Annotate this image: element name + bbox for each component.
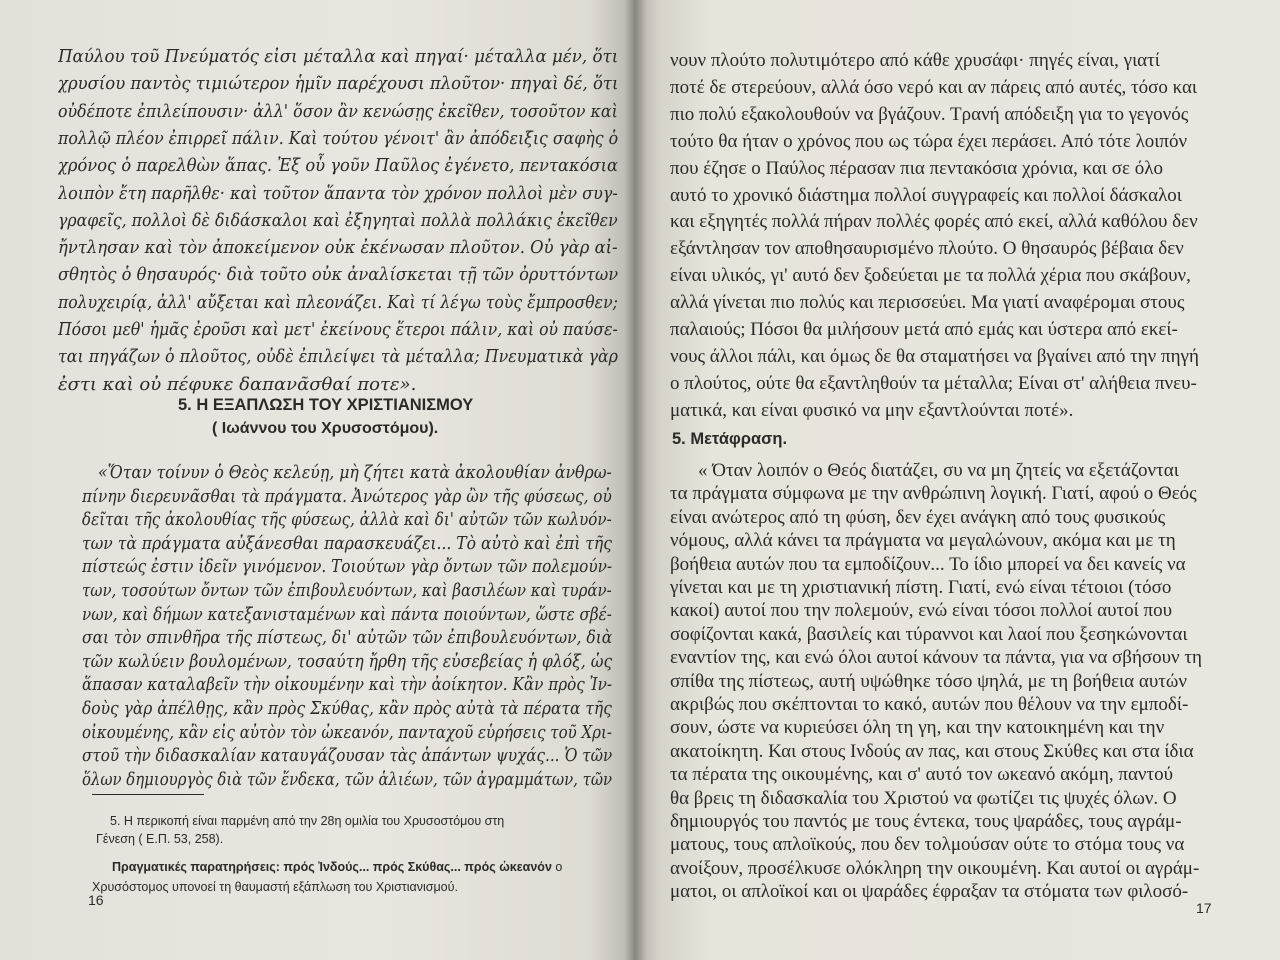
text-line: είναι υλικός, γι' αυτό δεν ξοδεύεται με τα πολλά χέρια που σκάβουν, bbox=[670, 265, 1191, 287]
text-line: ο πλούτος, ούτε θα εξαντληθούν τα μέταλλα; Είναι στ' αλήθεια πνευ- bbox=[670, 372, 1197, 394]
text-line: τα πέρατα της οικουμένης, και σ' αυτό τον ωκεανό ακόμη, παντού bbox=[670, 764, 1174, 786]
footnote-line-3 bbox=[112, 860, 562, 874]
text-line: ματοι, οι απλοϊκοί και οι ψαράδες έφραξαν τα στόματα των φιλοσό- bbox=[670, 881, 1189, 903]
text-line: ακριβώς που σκέπτονται το κακό, αυτών που θέλουν να την εμποδί- bbox=[670, 694, 1189, 715]
left-page bbox=[0, 0, 634, 960]
text-line: γραφεῖς, πολλοὶ δὲ διδάσκαλοι καὶ ἐξηγηταὶ πολλὰ πολλάκις ἐκεῖθεν bbox=[58, 209, 618, 231]
text-line: στοῦ τὴν διδασκαλίαν καταυγάζουσαν τὰς ἁπάντων ψυχάς... Ὁ τῶν bbox=[82, 745, 612, 767]
text-line: ματους, τους απλοϊκούς, που δεν τολμούσαν ούτε το στόμα τους να bbox=[670, 834, 1185, 856]
text-line: νουν πλούτο πολυτιμότερο από κάθε χρυσάφι· πηγές είναι, γιατί bbox=[670, 50, 1160, 71]
text-line: σαι τὸν σπινθῆρα τῆς πίστεως, δι' αὐτῶν τῶν ἐπιβουλευόντων, διὰ bbox=[82, 627, 612, 649]
right-heading: 5. Μετάφραση. bbox=[672, 430, 788, 448]
text-line: ποτέ δε στερεύουν, αλλά όσο νερό και αν πάρεις από αυτές, τόσο και bbox=[670, 76, 1198, 98]
right-page bbox=[634, 0, 1280, 960]
text-line: ται πηγάζων ὁ πλοῦτος, οὐδὲ ἐπιλείψει τὰ μέταλλα; Πνευματικὰ γὰρ bbox=[58, 346, 618, 368]
left-subheading: ( Ιωάννου του Χρυσοστόμου). bbox=[212, 420, 439, 437]
text-line: αυτό το χρονικό διάστημα πολλοί συγγραφείς και πολλοί δάσκαλοι bbox=[670, 184, 1182, 206]
text-line: δοὺς γὰρ ἀπέλθῃς, κἂν πρὸς Σκύθας, κἂν πρὸς αὐτὰ τὰ πέρατα τῆς bbox=[82, 698, 612, 719]
text-line: πίνην διερευνᾶσθαι τὰ πράγματα. Ἀνώτερος γὰρ ὢν τῆς φύσεως, οὐ bbox=[82, 485, 612, 507]
text-line: εναντίον της, και ενώ όλοι αυτοί κάνουν τα πάντα, για να σβήσουν τη bbox=[670, 647, 1202, 669]
text-line: ματικά, και είναι φυσικό να μην εξαντλούνται ποτέ». bbox=[670, 399, 1074, 421]
text-line: νων, καὶ δήμων κατεξανισταμένων καὶ πάντα ποιούντων, ὥστε σβέ- bbox=[82, 603, 612, 625]
text-line: είναι ανώτερος από τη φύση, δεν έχει ανάγκη από τους φυσικούς bbox=[670, 506, 1166, 528]
footnote-line-1: 5. Η περικοπή είναι παρμένη από την 28η ομιλία του Χρυσοστόμου στη bbox=[110, 814, 505, 828]
text-line: νόμους, αλλά κάνει τα πράγματα να μεγαλώνουν, ακόμα και με τη bbox=[670, 530, 1176, 552]
text-line: χρόνος ὁ παρελθὼν ἅπας. Ἐξ οὗ γοῦν Παῦλος ἐγένετο, πεντακόσια bbox=[58, 155, 618, 177]
text-line: ανοίξουν, προσέλκυσε ολόκληρη την οικουμένη. Και αυτοί οι αγράμ- bbox=[670, 857, 1200, 879]
footnote-line-2: Γένεση ( Ε.Π. 53, 258). bbox=[96, 832, 224, 846]
text-line: αλλά γίνεται πιο πολύς και περισσεύει. Μα γιατί αναφέρομαι στους bbox=[670, 292, 1185, 314]
text-line: ἐστι καὶ οὐ πέφυκε δαπανᾶσθαί ποτε». bbox=[58, 373, 417, 395]
text-line: και εξηγητές πολλά πήραν πολλές φορές από εκεί, αλλά καθόλου δεν bbox=[670, 211, 1198, 233]
text-line: θα βρεις τη διδασκαλία του Χριστού να φωτίζει τις ψυχές όλων. Ο bbox=[670, 787, 1177, 809]
text-line: σουν, ώστε να κυριεύσει όλη τη γη, και την κατοικημένη και την bbox=[670, 717, 1165, 739]
text-line: οὐδέποτε ἐπιλείπουσιν· ἀλλ' ὅσον ἂν κενώσῃς ἐκεῖθεν, τοσοῦτον καὶ bbox=[58, 100, 618, 122]
text-line: Πόσοι μεθ' ἡμᾶς ἐροῦσι καὶ μετ' ἐκείνους ἕτεροι πάλιν, καὶ οὐ παύσε- bbox=[58, 319, 618, 340]
text-line: νους άλλοι πάλι, και όμως δε θα σταματήσει να βγαίνει από την πηγή bbox=[670, 345, 1199, 367]
text-line: δεῖται τῆς ἀκολουθίας τῆς φύσεως, ἀλλὰ καὶ δι' αὐτῶν τῶν κωλυόν- bbox=[82, 509, 612, 531]
left-heading: 5. Η ΕΞΑΠΛΩΣΗ ΤΟΥ ΧΡΙΣΤΙΑΝΙΣΜΟΥ bbox=[178, 396, 474, 414]
text-line: των, τοσούτων ὄντων τῶν ἐπιβουλευόντων, καὶ βασιλέων καὶ τυράν- bbox=[82, 580, 612, 601]
text-line: των τὰ πράγματα αὐξάνεσθαι παρασκευάζει... Τὸ αὐτὸ καὶ ἐπὶ τῆς bbox=[82, 532, 612, 554]
text-line: ἅπασαν καταλαβεῖν τὴν οἰκουμένην καὶ τὴν ἀοίκητον. Κἂν πρὸς Ἰν- bbox=[82, 674, 612, 696]
text-line: πολλῷ πλέον ἐπιρρεῖ πάλιν. Καὶ τούτου γένοιτ' ἂν ἀπόδειξις σαφὴς ὁ bbox=[58, 127, 618, 149]
footnote-line-4: Χρυσόστομος υπονοεί τη θαυμαστή εξάπλωση του Χριστιανισμού. bbox=[92, 880, 458, 894]
footnote-bold-tail: ο bbox=[551, 860, 563, 874]
text-line: σοφίζονται κακά, βασιλείς και τύραννοι και λαοί που ξεσηκώνονται bbox=[670, 623, 1188, 645]
footnote-bold-phrase: Πραγματικές παρατηρήσεις: πρός Ἰνδούς... πρός Σκύθας... πρός ὠκεανόν bbox=[112, 860, 552, 874]
text-line: τα πράγματα σύμφωνα με την ανθρώπινη λογική. Γιατί, αφού ο Θεός bbox=[670, 483, 1197, 505]
text-line: εξάντλησαν τον αποθησαυρισμένο πλούτο. Ο θησαυρός βέβαια δεν bbox=[670, 238, 1184, 260]
text-line: πολυχειρίᾳ, ἀλλ' αὔξεται καὶ πλεονάζει. Καὶ τί λέγω τοὺς ἔμπροσθεν; bbox=[58, 291, 618, 313]
right-page-number: 17 bbox=[1196, 900, 1212, 916]
text-line: ὅλων δημιουργὸς διὰ τῶν ἕνδεκα, τῶν ἁλιέων, τῶν ἀγραμμάτων, τῶν bbox=[82, 768, 612, 790]
text-line: τῶν κωλύειν βουλομένων, τοσαύτη ἤρθη τῆς εὐσεβείας ἡ φλόξ, ὡς bbox=[82, 650, 612, 672]
text-line: λοιπὸν ἔτη παρῆλθε· καὶ τοῦτον ἅπαντα τὸν χρόνον πολλοὶ μὲν συγ- bbox=[58, 182, 618, 204]
text-line: οἰκουμένης, κἂν εἰς αὐτὸν τὸν ὠκεανόν, πανταχοῦ εὑρήσεις τοῦ Χρι- bbox=[82, 721, 612, 743]
text-line: πιο πολύ εξακολουθούν να βγάζουν. Τρανή απόδειξη για το γεγονός bbox=[670, 103, 1189, 125]
text-line: που έζησε ο Παύλος πέρασαν πια πεντακόσια χρόνια, και σε όλο bbox=[670, 157, 1163, 179]
text-line: γίνεται και με τη χριστιανική πίστη. Γιατί, ενώ είναι τέτοιοι (τόσο bbox=[670, 577, 1172, 598]
text-line: σπίθα της πίστεως, αυτή υψώθηκε τόσο ψηλά, με τη βοήθεια αυτών bbox=[670, 670, 1187, 692]
text-line: σθητὸς ὁ θησαυρός· διὰ τοῦτο οὐκ ἀναλίσκεται τῇ τῶν ὀρυττόντων bbox=[58, 264, 618, 286]
text-line: δημιουργός του παντός με τους έντεκα, τους ψαράδες, τους αγράμ- bbox=[670, 811, 1182, 832]
text-line: χρυσίου παντὸς τιμιώτερον ἡμῖν παρέχουσι πλοῦτον· πηγαὶ δέ, ὅτι bbox=[58, 73, 618, 95]
text-line: παλαιούς; Πόσοι θα μιλήσουν μετά από εμάς και ύστερα από εκεί- bbox=[670, 319, 1178, 340]
text-line: ακατοίκητη. Και στους Ινδούς αν πας, και στους Σκύθες και στα ίδια bbox=[670, 740, 1194, 762]
text-line: « Όταν λοιπόν ο Θεός διατάζει, συ να μη ζητείς να εξετάζονται bbox=[698, 460, 1179, 481]
text-line: τούτο θα ήταν ο χρόνος που ως τώρα έχει περάσει. Από τότε λοιπόν bbox=[670, 130, 1188, 152]
text-line: κακοί) αυτοί που την πολεμούν, ενώ είναι τόσοι πολλοί αυτοί που bbox=[670, 600, 1172, 622]
text-line: βοήθεια αυτών που τα εμποδίζουν... Το ίδιο μπορεί να δει κανείς να bbox=[670, 553, 1186, 575]
text-line: Παύλου τοῦ Πνεύματός εἰσι μέταλλα καὶ πηγαί· μέταλλα μέν, ὅτι bbox=[58, 46, 618, 67]
text-line: «Ὅταν τοίνυν ὁ Θεὸς κελεύῃ, μὴ ζήτει κατὰ ἀκολουθίαν ἀνθρω- bbox=[98, 462, 612, 483]
text-line: ἤντλησαν καὶ τὸν ἀποκείμενον οὐκ ἐκένωσαν πλοῦτον. Οὐ γὰρ αἰ- bbox=[58, 237, 618, 259]
left-page-number: 16 bbox=[88, 892, 104, 908]
book-gutter bbox=[624, 0, 646, 960]
footnote-divider bbox=[92, 794, 204, 795]
text-line: πίστεώς ἐστιν ἰδεῖν γινόμενον. Τοιούτων γὰρ ὄντων τῶν πολεμούν- bbox=[82, 556, 612, 578]
